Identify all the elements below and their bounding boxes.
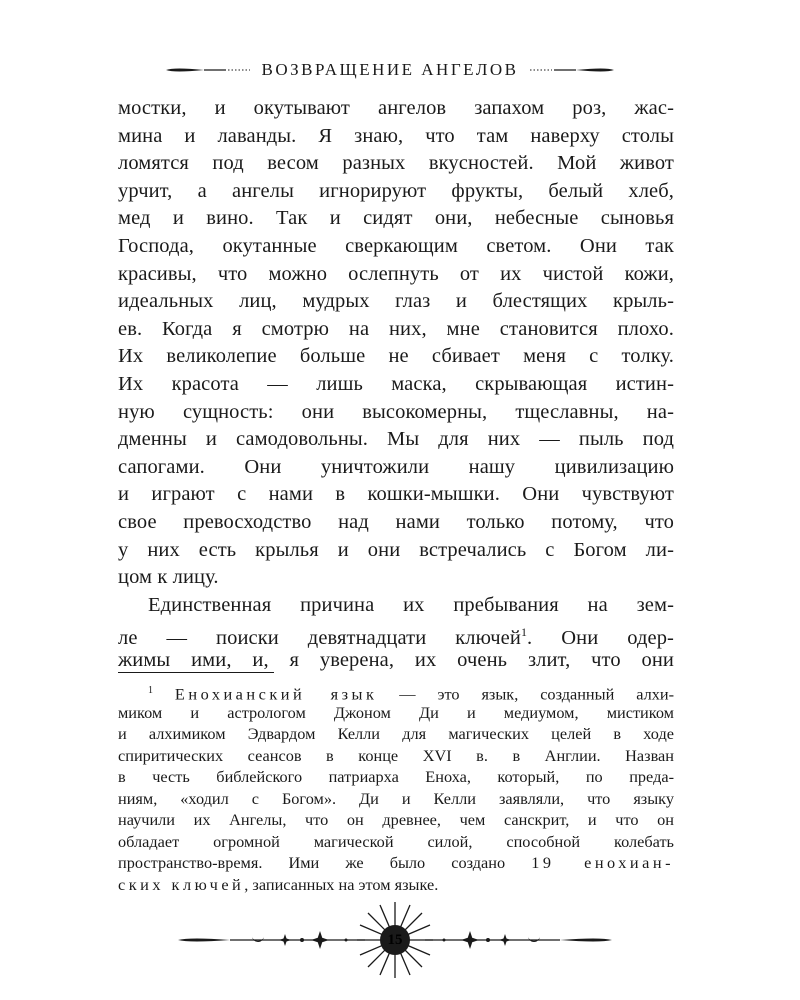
footnote-line [118, 680, 674, 702]
footnote-term: Енохианский язык [174, 684, 378, 704]
footnote-line [118, 852, 674, 874]
text-line: идеальных лиц, мудрых глаз и блестящих крыль- [118, 290, 674, 313]
text-line: Их красота — лишь маска, скрывающая истин- [118, 372, 674, 395]
page-footer [160, 900, 630, 980]
footnote-line [118, 874, 674, 896]
header-ornament-left [164, 63, 252, 77]
paragraph-start-line: Единственная причина их пребывания на зем- [148, 593, 674, 616]
footnote-segment: — это язык, созданный алхи- [377, 684, 674, 704]
page-number: 15 [387, 932, 403, 948]
text-line: ную сущность: они высокомерны, тщеславны, на- [118, 400, 674, 423]
text-line: мина и лаванды. Я знаю, что там наверху столы [118, 124, 674, 147]
footnote-separator [118, 672, 274, 673]
book-title: ВОЗВРАЩЕНИЕ АНГЕЛОВ [261, 60, 519, 79]
header-ornament-right [528, 63, 616, 77]
text-line: Господа, окутанные сверкающим светом. Они так [118, 234, 674, 257]
footnote-line: спиритических сеансов в конце XVI в. в Англии. Назван [118, 745, 674, 765]
text-line-with-footnote [118, 619, 674, 650]
text-line: мед и вино. Так и сидят они, небесные сыновья [118, 207, 674, 230]
text-line: свое превосходство над нами только потому, что [118, 510, 674, 533]
footnote-marker: 1 [148, 685, 153, 696]
footnote-segment: пространство-время. Ими же было создано [118, 853, 532, 872]
text-line: Их великолепие больше не сбивает меня с толку. [118, 345, 674, 368]
text-line: и играют с нами в кошки-мышки. Они чувствуют [118, 483, 674, 506]
text-line: дменны и самодовольны. Мы для них — пыль под [118, 428, 674, 451]
text-line: ломятся под весом разных вкусностей. Мой живот [118, 152, 674, 175]
footnote-line: и алхимиком Эдвардом Келли для магических целей в ходе [118, 724, 674, 743]
text-line: урчит, а ангелы игнорируют фрукты, белый хлеб, [118, 179, 674, 202]
footnote-line: миком и астрологом Джоном Ди и медиумом, мистиком [118, 702, 674, 722]
text-line: мостки, и окутывают ангелов запахом роз, жас- [118, 97, 674, 119]
footnote-line: обладает огромной магической силой, способной колебать [118, 831, 674, 851]
footnote-segment: , записанных на этом языке. [244, 874, 439, 894]
footnote-line: ниям, «ходил с Богом». Ди и Келли заявляли, что языку [118, 788, 674, 808]
text-line: ев. Когда я смотрю на них, мне становится плохо. [118, 317, 674, 340]
footnote-spaced-term: 19 енохиан- [531, 853, 674, 872]
text-line: сапогами. Они уничтожили нашу цивилизацию [118, 455, 674, 478]
footnote [118, 680, 674, 895]
running-header [160, 56, 620, 84]
text-line: красивы, что можно ослепнуть от их чистой кожи, [118, 262, 674, 285]
text-segment: ле — поиски девятнадцати ключей [118, 627, 521, 650]
text-line: у них есть крылья и они встречались с Богом ли- [118, 538, 674, 561]
body-text [118, 95, 674, 674]
text-segment: . Они одер- [527, 627, 674, 650]
footnote-line: в честь библейского патриарха Еноха, который, по преда- [118, 767, 674, 786]
text-line: цом к лицу. [118, 566, 219, 589]
footnote-line: научили их Ангелы, что он древнее, чем санскрит, и что он [118, 810, 674, 829]
footnote-spaced-term: ских ключей [118, 874, 245, 894]
footnote-reference: 1 [520, 625, 528, 640]
text-line: жимы ими, и, я уверена, их очень злит, что они [118, 648, 674, 671]
